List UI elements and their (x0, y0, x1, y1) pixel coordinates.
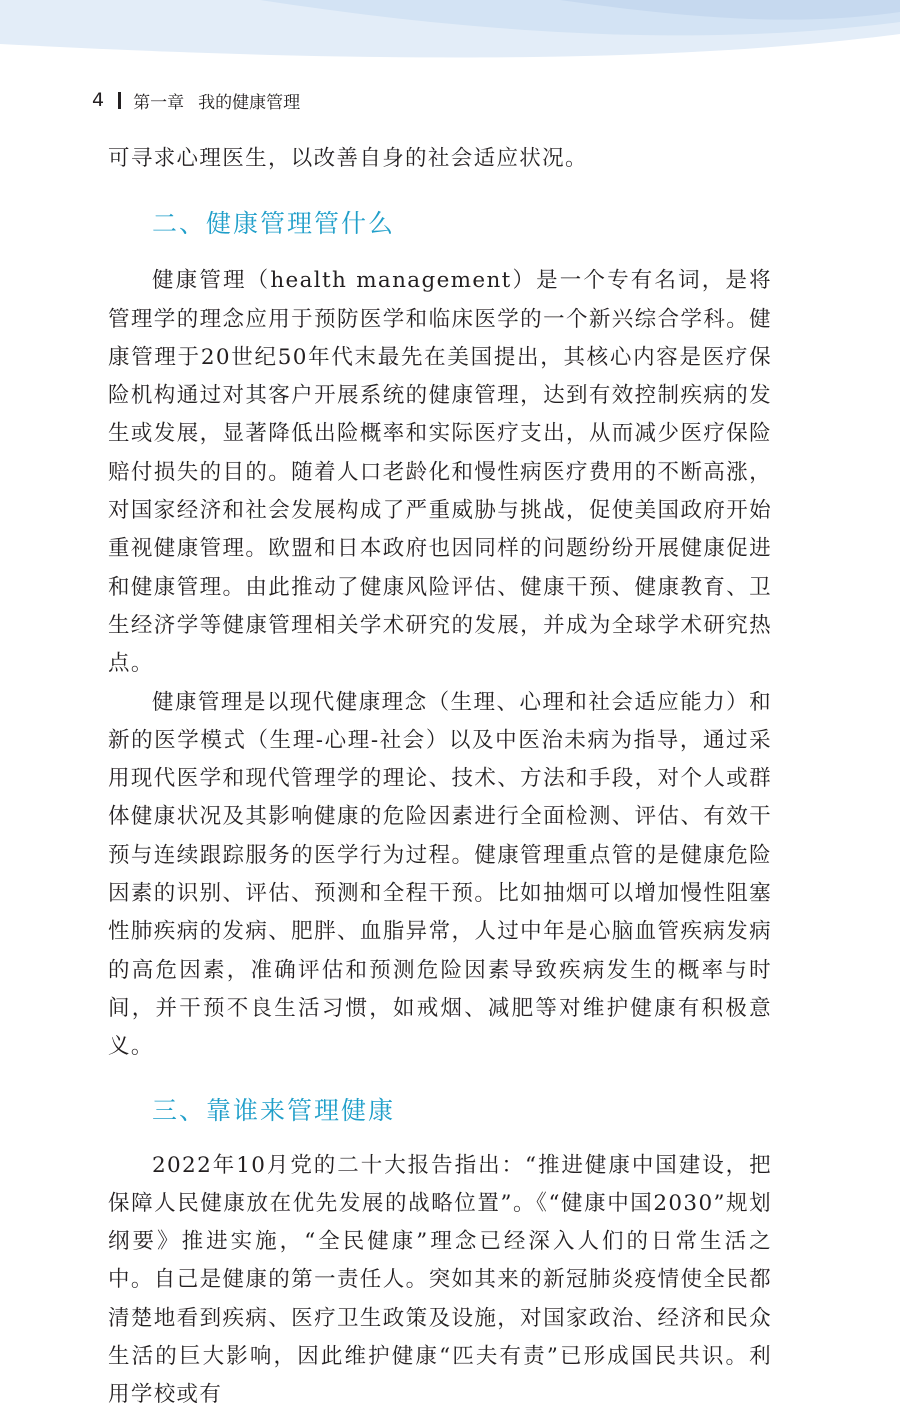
chapter-title: 我的健康管理 (198, 92, 301, 113)
running-header (92, 86, 300, 114)
paragraph: 健康管理是以现代健康理念（生理、心理和社会适应能力）和新的医学模式（生理-心理-社会）以及中医治未病为指导，通过采用现代医学和现代管理学的理论、技术、方法和手段，对个人或群体健康状况及其影响健康的危险因素进行全面检测、评估、有效干预与连续跟踪服务的医学行为过程。健康管理重点管的是健康危险因素的识别、评估、预测和全程干预。比如抽烟可以增加慢性阻塞性肺疾病的发病、肥胖、血脂异常，人过中年是心脑血管疾病发病的高危因素，准确评估和预测危险因素导致疾病发生的概率与时间，并干预不良生活习惯，如戒烟、减肥等对维护健康有积极意义。 (108, 689, 772, 1060)
page-body (108, 140, 772, 1415)
paragraph: 2022年10月党的二十大报告指出：“推进健康中国建设，把保障人民健康放在优先发展的战略位置”。《“健康中国2030”规划纲要》推进实施，“全民健康”理念已经深入人们的日常生活之中。自己是健康的第一责任人。突如其来的新冠肺炎疫情使全民都清楚地看到疾病、医疗卫生政策及设施，对国家政治、经济和民众生活的巨大影响，因此维护健康“匹夫有责”已形成国民共识。利用学校或有 (108, 1152, 772, 1408)
section-heading-2: 二、健康管理管什么 (152, 209, 396, 239)
section-heading-3: 三、靠谁来管理健康 (152, 1095, 396, 1125)
chapter-label: 第一章 (133, 92, 185, 113)
page-number: 4 (92, 89, 105, 111)
continuation-paragraph: 可寻求心理医生，以改善自身的社会适应状况。 (108, 146, 588, 171)
paragraph: 健康管理（health management）是一个专有名词，是将管理学的理念应用于预防医学和临床医学的一个新兴综合学科。健康管理于20世纪50年代末最先在美国提出，其核心内容是医疗保险机构通过对其客户开展系统的健康管理，达到有效控制疾病的发生或发展，显著降低出险概率和实际医疗支出，从而减少医疗保险赔付损失的目的。随着人口老龄化和慢性病医疗费用的不断高涨，对国家经济和社会发展构成了严重威胁与挑战，促使美国政府开始重视健康管理。欧盟和日本政府也因同样的问题纷纷开展健康促进和健康管理。由此推动了健康风险评估、健康干预、健康教育、卫生经济学等健康管理相关学术研究的发展，并成为全球学术研究热点。 (108, 268, 772, 677)
decorative-header-band (0, 0, 900, 62)
header-divider (118, 92, 121, 109)
